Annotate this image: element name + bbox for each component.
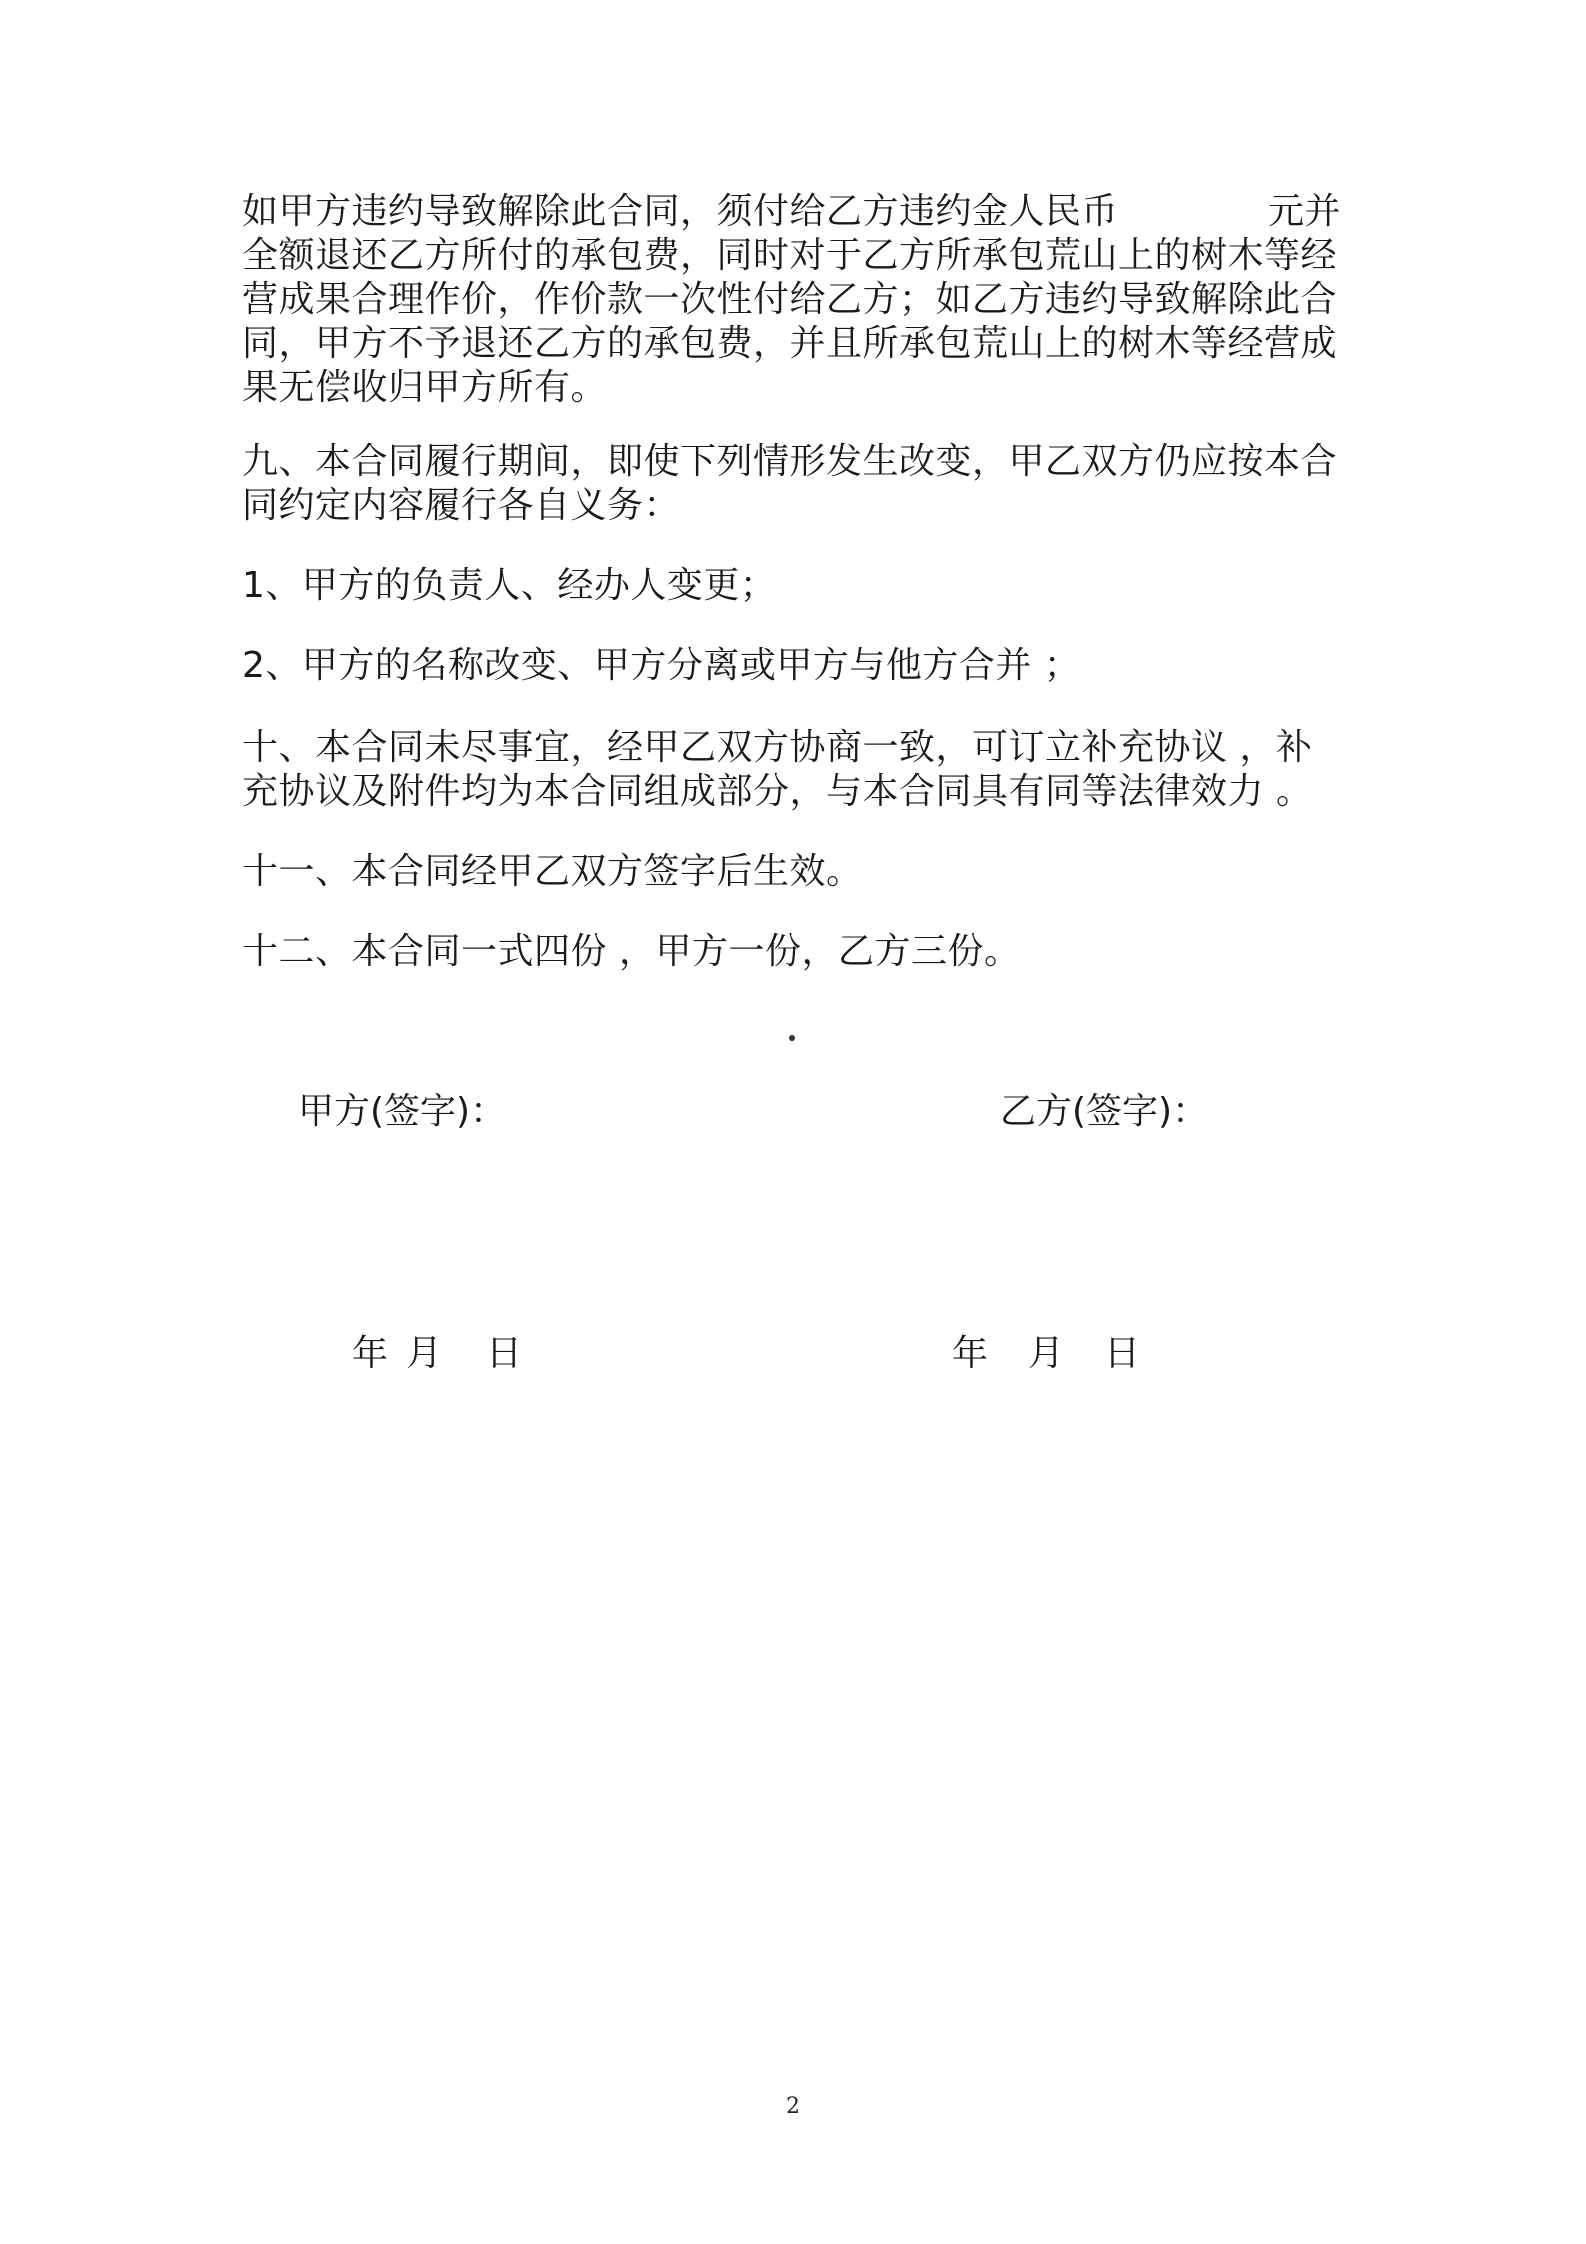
clause-12-text: 十二、本合同一式四份 ，甲方一份，乙方三份。	[242, 931, 1021, 972]
party-a-date	[352, 1332, 522, 1376]
clause-9-line-2: 同约定内容履行各自义务：	[242, 485, 681, 526]
clause-9	[242, 440, 1360, 528]
penalty-line-1-text: 如甲方违约导致解除此合同，须付给乙方违约金人民币	[242, 191, 1119, 232]
penalty-line-2: 全额退还乙方所付的承包费，同时对于乙方所承包荒山上的树木等经	[242, 235, 1338, 276]
party-a-date-year: 年	[352, 1333, 389, 1374]
clause-10-line-2: 充协议及附件均为本合同组成部分，与本合同具有同等法律效力 。	[242, 771, 1313, 812]
penalty-line-3: 营成果合理作价，作价款一次性付给乙方；如乙方违约导致解除此合	[242, 279, 1338, 320]
party-b-date-day: 日	[1104, 1333, 1141, 1374]
penalty-line-1-tail: 元并	[1268, 191, 1342, 232]
party-b-date-month: 月	[1028, 1333, 1065, 1374]
stray-mark	[789, 1035, 795, 1041]
penalty-line-1	[242, 190, 1360, 234]
party-a-date-month: 月	[406, 1333, 443, 1374]
party-b-date-year: 年	[952, 1333, 989, 1374]
clause-9-line-1: 九、本合同履行期间，即使下列情形发生改变，甲乙双方仍应按本合	[242, 441, 1338, 482]
party-b-date	[952, 1332, 1140, 1376]
party-a-signature-label: 甲方(签字)：	[298, 1091, 507, 1132]
clause-9-item-2	[242, 644, 1360, 688]
page-number: 2	[786, 2094, 800, 2119]
party-b-signature-label: 乙方(签字)：	[1000, 1091, 1209, 1132]
penalty-line-5: 果无偿收归甲方所有。	[242, 367, 608, 408]
clause-11-text: 十一、本合同经甲乙双方签字后生效。	[242, 851, 863, 892]
clause-12	[242, 930, 1360, 974]
clause-9-item-1	[242, 564, 1360, 608]
penalty-line-4: 同，甲方不予退还乙方的承包费，并且所承包荒山上的树木等经营成	[242, 323, 1338, 364]
item-2-text: 2、甲方的名称改变、甲方分离或甲方与他方合并 ；	[242, 645, 1081, 686]
clause-10	[242, 726, 1360, 814]
clause-11	[242, 850, 1360, 894]
penalty-paragraph	[242, 190, 1360, 410]
party-a-date-day: 日	[486, 1333, 523, 1374]
clause-10-line-1: 十、本合同未尽事宜，经甲乙双方协商一致，可订立补充协议 ，补	[242, 727, 1313, 768]
item-1-text: 1、甲方的负责人、经办人变更；	[242, 565, 777, 606]
